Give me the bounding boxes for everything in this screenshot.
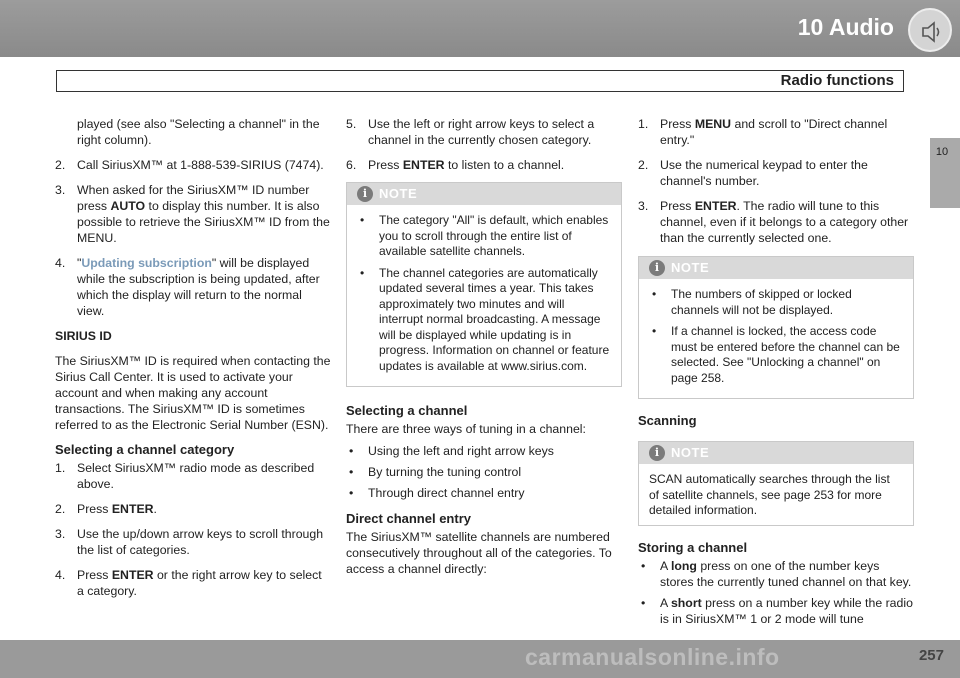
chapter-tab <box>930 138 960 208</box>
step-text <box>77 501 157 517</box>
step-text-part: Use the up/down arrow keys to scroll through the list of categories. <box>77 527 324 557</box>
chapter-title: 10 Audio <box>797 14 894 40</box>
text-part: press on a number key while the radio is in SiriusXM™ 1 or 2 mode will tune <box>660 595 913 626</box>
storing-item <box>638 595 914 627</box>
step-number: 2. <box>638 158 649 172</box>
step-text-part: Call SiriusXM™ at 1-888-539-SIRIUS (7474). <box>77 158 324 172</box>
step-number: 1. <box>55 461 66 475</box>
step-text <box>77 567 331 599</box>
step-text-part: Use the numerical keypad to enter the channel's number. <box>660 158 868 188</box>
note-item-text: The category "All" is default, which enables you to scroll through the entire list of available satellite channels. <box>379 213 609 258</box>
direct-entry-heading: Direct channel entry <box>346 511 471 526</box>
step-text-part: to display this number. It is also possible to retrieve the SiriusXM™ ID from the MENU. <box>77 199 330 245</box>
step-text-part: to listen to a channel. <box>444 158 565 172</box>
selecting-channel-heading: Selecting a channel <box>346 403 468 418</box>
selecting-intro: There are three ways of tuning in a channel: <box>346 422 586 436</box>
storing-item <box>638 558 914 590</box>
step-text <box>77 255 331 319</box>
note-item-text: The numbers of skipped or locked channels will not be displayed. <box>671 287 852 317</box>
step-text-part: Press <box>368 158 403 172</box>
step-number: 1. <box>638 117 649 131</box>
bullet: • <box>360 265 365 280</box>
tuning-way-text: Through direct channel entry <box>368 486 525 500</box>
note-label: NOTE <box>379 186 418 201</box>
direct-step-3 <box>638 198 914 246</box>
note-header <box>347 183 621 205</box>
note-box <box>638 256 914 399</box>
column-left <box>55 116 331 608</box>
step-2 <box>55 157 331 173</box>
bullet: • <box>360 213 365 227</box>
chapter-header-bar <box>0 0 960 57</box>
text-part: A <box>660 595 671 610</box>
key-label: MENU <box>694 117 732 131</box>
column-right <box>638 116 914 632</box>
step-text <box>77 157 324 173</box>
bullet: • <box>641 595 646 610</box>
bullet: • <box>652 324 657 338</box>
tuning-way-text: By turning the tuning control <box>368 465 522 479</box>
step-text-part: Select SiriusXM™ radio mode as described above. <box>77 461 315 491</box>
note-item <box>649 324 903 386</box>
sirius-id-heading: SIRIUS ID <box>55 329 112 343</box>
step-number: 6. <box>346 158 357 172</box>
emphasis: long <box>670 558 697 573</box>
note-body <box>639 279 913 398</box>
note-item <box>357 266 611 375</box>
step-text <box>368 116 622 148</box>
step-text-part: Press <box>77 502 112 516</box>
step-text-part: Press <box>660 199 695 213</box>
step-text-part: . <box>153 502 157 516</box>
step-number: 2. <box>55 502 66 516</box>
quote-mark: " <box>77 256 82 270</box>
tuning-way <box>346 464 622 480</box>
key-label: ENTER <box>402 158 445 172</box>
direct-step-1 <box>638 116 914 148</box>
bullet: • <box>641 558 646 573</box>
tuning-way <box>346 443 622 459</box>
step-text <box>368 157 564 173</box>
step-text-part: and scroll to "Direct channel entry." <box>660 117 888 147</box>
step-text <box>660 116 914 148</box>
note-item <box>649 287 903 318</box>
note-item-text: If a channel is locked, the access code must be entered before the channel can be selected. See "Unlocking a channel" on page 258. <box>671 324 900 385</box>
step-text <box>660 198 914 246</box>
step-3 <box>55 182 331 246</box>
column-middle <box>346 116 622 586</box>
step-text-part: Use the left or right arrow keys to select a channel in the currently chosen category. <box>368 117 595 147</box>
footer-bar <box>0 640 960 678</box>
speaker-icon <box>919 19 945 45</box>
bullet: • <box>349 444 354 458</box>
step-number: 3. <box>55 527 66 541</box>
step-5 <box>346 116 622 148</box>
step-text-part: When asked for the SiriusXM™ ID number press <box>77 183 310 213</box>
bullet: • <box>652 287 657 301</box>
tuning-way <box>346 485 622 501</box>
category-step-1 <box>55 460 331 492</box>
step-4 <box>55 255 331 319</box>
note-text: SCAN automatically searches through the list of satellite channels, see page 253 for more detailed information. <box>649 472 890 517</box>
step-text <box>77 460 331 492</box>
step-text <box>77 182 331 246</box>
step-text-part: . The radio will tune to this channel, even if it belongs to a category other than the currently selected one. <box>660 199 909 245</box>
page-number: 257 <box>918 647 944 664</box>
tuning-way-text: Using the left and right arrow keys <box>368 444 554 458</box>
text-part: press on one of the number keys stores the currently tuned channel on that key. <box>660 558 912 589</box>
display-message: Updating subscription <box>81 256 212 270</box>
watermark: carmanualsonline.info <box>525 644 780 670</box>
step-text <box>660 157 914 189</box>
step-text-part: or the right arrow key to select a category. <box>77 568 322 598</box>
step-number: 5. <box>346 117 357 131</box>
continued-text: played (see also "Selecting a channel" in the right column). <box>77 117 320 147</box>
step-text <box>77 526 331 558</box>
note-body <box>639 464 913 525</box>
sirius-id-text: The SiriusXM™ ID is required when contacting the Sirius Call Center. It is used to activate your account and when making any account transactions. The SiriusXM™ ID is sometimes referred to as the Electronic Serial Number (ESN). <box>55 354 331 432</box>
bullet: • <box>349 465 354 479</box>
category-step-2 <box>55 501 331 517</box>
step-number: 3. <box>638 199 649 213</box>
section-header <box>56 70 904 92</box>
step-text-part: " will be displayed while the subscription is being updated, after which the display will return to the normal view. <box>77 256 320 318</box>
note-body <box>347 205 621 386</box>
text-part: A <box>660 558 671 573</box>
step-6 <box>346 157 622 173</box>
direct-step-2 <box>638 157 914 189</box>
key-label: AUTO <box>110 199 146 213</box>
category-heading: Selecting a channel category <box>55 442 235 457</box>
note-label: NOTE <box>671 260 710 275</box>
info-icon: i <box>649 445 665 461</box>
note-item <box>357 213 611 260</box>
chapter-tab-label: 10 <box>935 146 949 158</box>
scanning-heading: Scanning <box>638 413 697 428</box>
note-item-text: The channel categories are automatically updated several times a year. This takes approximately two minutes and will interrupt normal broadcasting. A message will be displayed while updating is in progress. Information on channel or feature updates is available at www.sirius.com. <box>379 265 610 373</box>
category-step-3 <box>55 526 331 558</box>
step-number: 4. <box>55 568 66 582</box>
step-text-part: Press <box>660 117 695 131</box>
note-header <box>639 257 913 279</box>
step-text-part: Press <box>77 568 112 582</box>
key-label: ENTER <box>111 568 154 582</box>
storing-heading: Storing a channel <box>638 539 748 555</box>
step-number: 2. <box>55 158 66 172</box>
section-title: Radio functions <box>780 72 894 89</box>
key-label: ENTER <box>111 502 154 516</box>
step-number: 4. <box>55 256 66 270</box>
step-number: 3. <box>55 183 66 197</box>
info-icon: i <box>649 260 665 276</box>
storing-item-text <box>660 595 914 627</box>
storing-item-text <box>660 558 914 590</box>
note-box <box>638 441 914 526</box>
key-label: ENTER <box>694 199 737 213</box>
info-icon: i <box>357 186 373 202</box>
speaker-badge <box>908 8 952 52</box>
note-label: NOTE <box>671 445 710 460</box>
bullet: • <box>349 486 354 500</box>
emphasis: short <box>670 595 702 610</box>
note-box <box>346 182 622 387</box>
direct-entry-text: The SiriusXM™ satellite channels are numbered consecutively throughout all of the categories. To access a channel directly: <box>346 530 612 576</box>
note-header <box>639 442 913 464</box>
category-step-4 <box>55 567 331 599</box>
